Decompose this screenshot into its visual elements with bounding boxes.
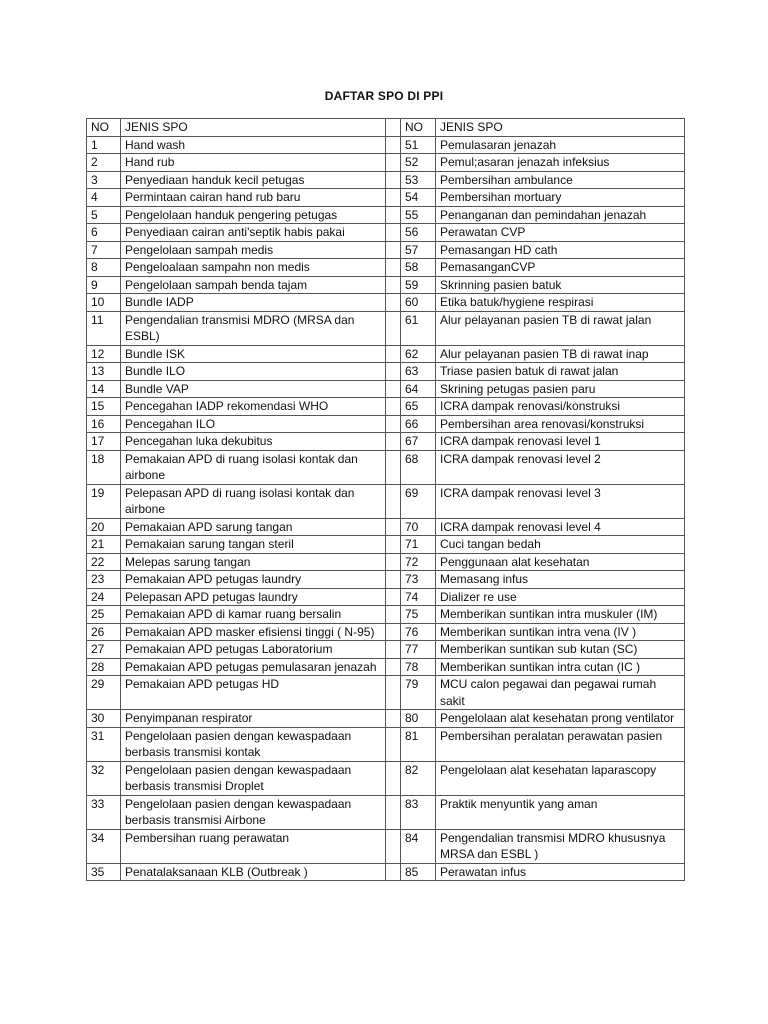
row-spacer <box>386 154 401 172</box>
table-row <box>87 294 685 312</box>
row-jenis-left: Pencegahan IADP rekomendasi WHO <box>121 398 386 416</box>
table-row <box>87 829 685 863</box>
row-no-left: 30 <box>87 710 121 728</box>
row-no-right: 69 <box>401 484 436 518</box>
row-no-left: 23 <box>87 571 121 589</box>
row-jenis-left: Penyediaan cairan anti'septik habis pakai <box>121 224 386 242</box>
table-row <box>87 433 685 451</box>
row-no-right: 59 <box>401 276 436 294</box>
row-jenis-right: Memasang infus <box>436 571 685 589</box>
row-spacer <box>386 450 401 484</box>
table-header-row <box>87 119 685 137</box>
row-spacer <box>386 623 401 641</box>
row-jenis-left: Melepas sarung tangan <box>121 553 386 571</box>
row-jenis-left: Pengelolaan pasien dengan kewaspadaan berbasis transmisi kontak <box>121 727 386 761</box>
row-no-left: 35 <box>87 863 121 881</box>
row-no-right: 72 <box>401 553 436 571</box>
row-jenis-right: Skrinning pasien batuk <box>436 276 685 294</box>
row-spacer <box>386 588 401 606</box>
row-no-left: 11 <box>87 311 121 345</box>
table-row <box>87 536 685 554</box>
row-jenis-left: Hand wash <box>121 136 386 154</box>
row-no-left: 12 <box>87 345 121 363</box>
table-row <box>87 259 685 277</box>
table-row <box>87 363 685 381</box>
row-jenis-right: Penggunaan alat kesehatan <box>436 553 685 571</box>
table-row <box>87 641 685 659</box>
row-jenis-right: Alur pelayanan pasien TB di rawat jalan <box>436 311 685 345</box>
row-no-right: 65 <box>401 398 436 416</box>
table-row <box>87 189 685 207</box>
row-no-right: 74 <box>401 588 436 606</box>
row-jenis-right: Praktik menyuntik yang aman <box>436 795 685 829</box>
row-spacer <box>386 136 401 154</box>
row-jenis-left: Pencegahan luka dekubitus <box>121 433 386 451</box>
row-no-right: 82 <box>401 761 436 795</box>
row-no-left: 4 <box>87 189 121 207</box>
table-row <box>87 380 685 398</box>
row-jenis-left: Penyimpanan respirator <box>121 710 386 728</box>
row-no-left: 9 <box>87 276 121 294</box>
row-spacer <box>386 380 401 398</box>
row-jenis-left: Bundle ISK <box>121 345 386 363</box>
row-spacer <box>386 415 401 433</box>
row-jenis-left: Bundle ILO <box>121 363 386 381</box>
row-spacer <box>386 484 401 518</box>
row-no-right: 73 <box>401 571 436 589</box>
row-jenis-right: Pembersihan area renovasi/konstruksi <box>436 415 685 433</box>
row-jenis-right: Pengendalian transmisi MDRO khususnya MRSA dan ESBL ) <box>436 829 685 863</box>
row-jenis-right: Pemul;asaran jenazah infeksius <box>436 154 685 172</box>
row-no-left: 33 <box>87 795 121 829</box>
row-jenis-right: MCU calon pegawai dan pegawai rumah sakit <box>436 676 685 710</box>
row-jenis-left: Penatalaksanaan KLB (Outbreak ) <box>121 863 386 881</box>
row-no-right: 71 <box>401 536 436 554</box>
row-jenis-right: Alur pelayanan pasien TB di rawat inap <box>436 345 685 363</box>
row-jenis-right: Pengelolaan alat kesehatan prong ventilator <box>436 710 685 728</box>
row-jenis-left: Pemakaian APD di kamar ruang bersalin <box>121 606 386 624</box>
table-row <box>87 623 685 641</box>
row-jenis-right: Penanganan dan pemindahan jenazah <box>436 206 685 224</box>
row-jenis-right: Skrining petugas pasien paru <box>436 380 685 398</box>
row-spacer <box>386 276 401 294</box>
row-no-left: 26 <box>87 623 121 641</box>
row-jenis-right: ICRA dampak renovasi level 3 <box>436 484 685 518</box>
row-spacer <box>386 345 401 363</box>
row-spacer <box>386 571 401 589</box>
row-jenis-left: Pencegahan ILO <box>121 415 386 433</box>
row-jenis-right: Memberikan suntikan sub kutan (SC) <box>436 641 685 659</box>
row-jenis-left: Pengeloalaan sampahn non medis <box>121 259 386 277</box>
header-jenis-right: JENIS SPO <box>436 119 685 137</box>
row-jenis-left: Pengelolaan sampah medis <box>121 241 386 259</box>
row-spacer <box>386 294 401 312</box>
row-jenis-right: Triase pasien batuk di rawat jalan <box>436 363 685 381</box>
row-jenis-left: Bundle IADP <box>121 294 386 312</box>
row-no-left: 5 <box>87 206 121 224</box>
row-spacer <box>386 518 401 536</box>
row-no-right: 77 <box>401 641 436 659</box>
row-no-left: 6 <box>87 224 121 242</box>
row-jenis-right: Pembersihan ambulance <box>436 171 685 189</box>
row-spacer <box>386 863 401 881</box>
header-jenis-left: JENIS SPO <box>121 119 386 137</box>
row-jenis-left: Pengelolaan pasien dengan kewaspadaan berbasis transmisi Airbone <box>121 795 386 829</box>
row-no-right: 58 <box>401 259 436 277</box>
row-spacer <box>386 224 401 242</box>
row-no-left: 22 <box>87 553 121 571</box>
row-no-right: 70 <box>401 518 436 536</box>
row-jenis-right: Perawatan infus <box>436 863 685 881</box>
row-jenis-right: Pembersihan peralatan perawatan pasien <box>436 727 685 761</box>
table-row <box>87 241 685 259</box>
column-spacer <box>386 119 401 137</box>
row-no-right: 63 <box>401 363 436 381</box>
row-jenis-left: Pengelolaan pasien dengan kewaspadaan berbasis transmisi Droplet <box>121 761 386 795</box>
row-jenis-left: Pemakaian APD petugas laundry <box>121 571 386 589</box>
row-no-right: 56 <box>401 224 436 242</box>
row-no-left: 28 <box>87 658 121 676</box>
row-no-right: 53 <box>401 171 436 189</box>
row-no-left: 27 <box>87 641 121 659</box>
row-no-right: 60 <box>401 294 436 312</box>
table-row <box>87 136 685 154</box>
table-row <box>87 224 685 242</box>
table-row <box>87 276 685 294</box>
row-no-right: 55 <box>401 206 436 224</box>
row-spacer <box>386 761 401 795</box>
row-jenis-right: Pembersihan mortuary <box>436 189 685 207</box>
row-no-right: 68 <box>401 450 436 484</box>
row-jenis-right: Cuci tangan bedah <box>436 536 685 554</box>
row-spacer <box>386 641 401 659</box>
spo-table <box>86 118 685 881</box>
row-no-left: 32 <box>87 761 121 795</box>
table-row <box>87 450 685 484</box>
table-row <box>87 484 685 518</box>
row-no-left: 3 <box>87 171 121 189</box>
row-no-right: 81 <box>401 727 436 761</box>
row-no-left: 15 <box>87 398 121 416</box>
row-jenis-left: Bundle VAP <box>121 380 386 398</box>
row-spacer <box>386 189 401 207</box>
table-row <box>87 727 685 761</box>
row-jenis-left: Pemakaian APD masker efisiensi tinggi ( N-95) <box>121 623 386 641</box>
row-no-right: 80 <box>401 710 436 728</box>
row-jenis-left: Pemakaian APD petugas HD <box>121 676 386 710</box>
row-spacer <box>386 363 401 381</box>
table-row <box>87 761 685 795</box>
header-no-left: NO <box>87 119 121 137</box>
row-spacer <box>386 311 401 345</box>
row-jenis-right: Memberikan suntikan intra vena (IV ) <box>436 623 685 641</box>
row-no-left: 29 <box>87 676 121 710</box>
header-no-right: NO <box>401 119 436 137</box>
row-no-right: 76 <box>401 623 436 641</box>
row-spacer <box>386 241 401 259</box>
table-row <box>87 710 685 728</box>
row-no-left: 24 <box>87 588 121 606</box>
row-jenis-left: Pelepasan APD petugas laundry <box>121 588 386 606</box>
row-spacer <box>386 727 401 761</box>
row-spacer <box>386 433 401 451</box>
page-title: DAFTAR SPO DI PPI <box>324 89 444 103</box>
row-spacer <box>386 259 401 277</box>
row-no-left: 8 <box>87 259 121 277</box>
row-jenis-right: Memberikan suntikan intra muskuler (IM) <box>436 606 685 624</box>
row-no-left: 17 <box>87 433 121 451</box>
row-no-right: 51 <box>401 136 436 154</box>
row-jenis-left: Pengelolaan handuk pengering petugas <box>121 206 386 224</box>
row-no-right: 84 <box>401 829 436 863</box>
row-jenis-right: ICRA dampak renovasi/konstruksi <box>436 398 685 416</box>
row-jenis-left: Pemakaian APD di ruang isolasi kontak dan airbone <box>121 450 386 484</box>
table-row <box>87 588 685 606</box>
row-no-left: 13 <box>87 363 121 381</box>
row-no-right: 75 <box>401 606 436 624</box>
row-no-right: 62 <box>401 345 436 363</box>
row-jenis-right: Dializer re use <box>436 588 685 606</box>
table-row <box>87 311 685 345</box>
row-jenis-left: Pemakaian sarung tangan steril <box>121 536 386 554</box>
row-jenis-right: PemasanganCVP <box>436 259 685 277</box>
row-no-right: 64 <box>401 380 436 398</box>
row-no-left: 16 <box>87 415 121 433</box>
table-row <box>87 553 685 571</box>
row-jenis-right: Memberikan suntikan intra cutan (IC ) <box>436 658 685 676</box>
row-jenis-right: ICRA dampak renovasi level 1 <box>436 433 685 451</box>
row-no-left: 20 <box>87 518 121 536</box>
row-spacer <box>386 536 401 554</box>
row-no-right: 78 <box>401 658 436 676</box>
row-spacer <box>386 658 401 676</box>
row-no-right: 61 <box>401 311 436 345</box>
row-no-left: 21 <box>87 536 121 554</box>
row-jenis-right: Pengelolaan alat kesehatan laparascopy <box>436 761 685 795</box>
row-no-left: 19 <box>87 484 121 518</box>
row-spacer <box>386 398 401 416</box>
row-spacer <box>386 553 401 571</box>
row-jenis-left: Pemakaian APD petugas pemulasaran jenazah <box>121 658 386 676</box>
row-no-left: 10 <box>87 294 121 312</box>
row-jenis-left: Pemakaian APD petugas Laboratorium <box>121 641 386 659</box>
row-no-left: 31 <box>87 727 121 761</box>
table-row <box>87 518 685 536</box>
row-jenis-left: Hand rub <box>121 154 386 172</box>
table-row <box>87 795 685 829</box>
table-row <box>87 658 685 676</box>
row-jenis-left: Permintaan cairan hand rub baru <box>121 189 386 207</box>
row-no-right: 79 <box>401 676 436 710</box>
row-no-left: 34 <box>87 829 121 863</box>
table-row <box>87 171 685 189</box>
row-no-left: 18 <box>87 450 121 484</box>
row-no-left: 2 <box>87 154 121 172</box>
row-jenis-left: Pengelolaan sampah benda tajam <box>121 276 386 294</box>
row-no-right: 66 <box>401 415 436 433</box>
row-no-right: 83 <box>401 795 436 829</box>
table-row <box>87 154 685 172</box>
table-row <box>87 415 685 433</box>
row-jenis-left: Pembersihan ruang perawatan <box>121 829 386 863</box>
table-row <box>87 206 685 224</box>
row-no-right: 54 <box>401 189 436 207</box>
table-row <box>87 398 685 416</box>
row-no-left: 1 <box>87 136 121 154</box>
row-no-right: 57 <box>401 241 436 259</box>
row-no-left: 14 <box>87 380 121 398</box>
table-row <box>87 676 685 710</box>
row-jenis-left: Pelepasan APD di ruang isolasi kontak dan airbone <box>121 484 386 518</box>
row-spacer <box>386 795 401 829</box>
row-spacer <box>386 676 401 710</box>
row-spacer <box>386 829 401 863</box>
row-jenis-right: Etika batuk/hygiene respirasi <box>436 294 685 312</box>
row-jenis-right: ICRA dampak renovasi level 2 <box>436 450 685 484</box>
table-row <box>87 863 685 881</box>
row-spacer <box>386 171 401 189</box>
row-spacer <box>386 606 401 624</box>
row-no-right: 67 <box>401 433 436 451</box>
row-jenis-right: Pemasangan HD cath <box>436 241 685 259</box>
row-jenis-right: ICRA dampak renovasi level 4 <box>436 518 685 536</box>
row-jenis-right: Pemulasaran jenazah <box>436 136 685 154</box>
table-row <box>87 606 685 624</box>
row-no-right: 52 <box>401 154 436 172</box>
row-spacer <box>386 206 401 224</box>
row-jenis-right: Perawatan CVP <box>436 224 685 242</box>
row-jenis-left: Pemakaian APD sarung tangan <box>121 518 386 536</box>
row-jenis-left: Penyediaan handuk kecil petugas <box>121 171 386 189</box>
table-row <box>87 571 685 589</box>
row-jenis-left: Pengendalian transmisi MDRO (MRSA dan ESBL) <box>121 311 386 345</box>
row-no-right: 85 <box>401 863 436 881</box>
table-row <box>87 345 685 363</box>
row-spacer <box>386 710 401 728</box>
row-no-left: 25 <box>87 606 121 624</box>
row-no-left: 7 <box>87 241 121 259</box>
